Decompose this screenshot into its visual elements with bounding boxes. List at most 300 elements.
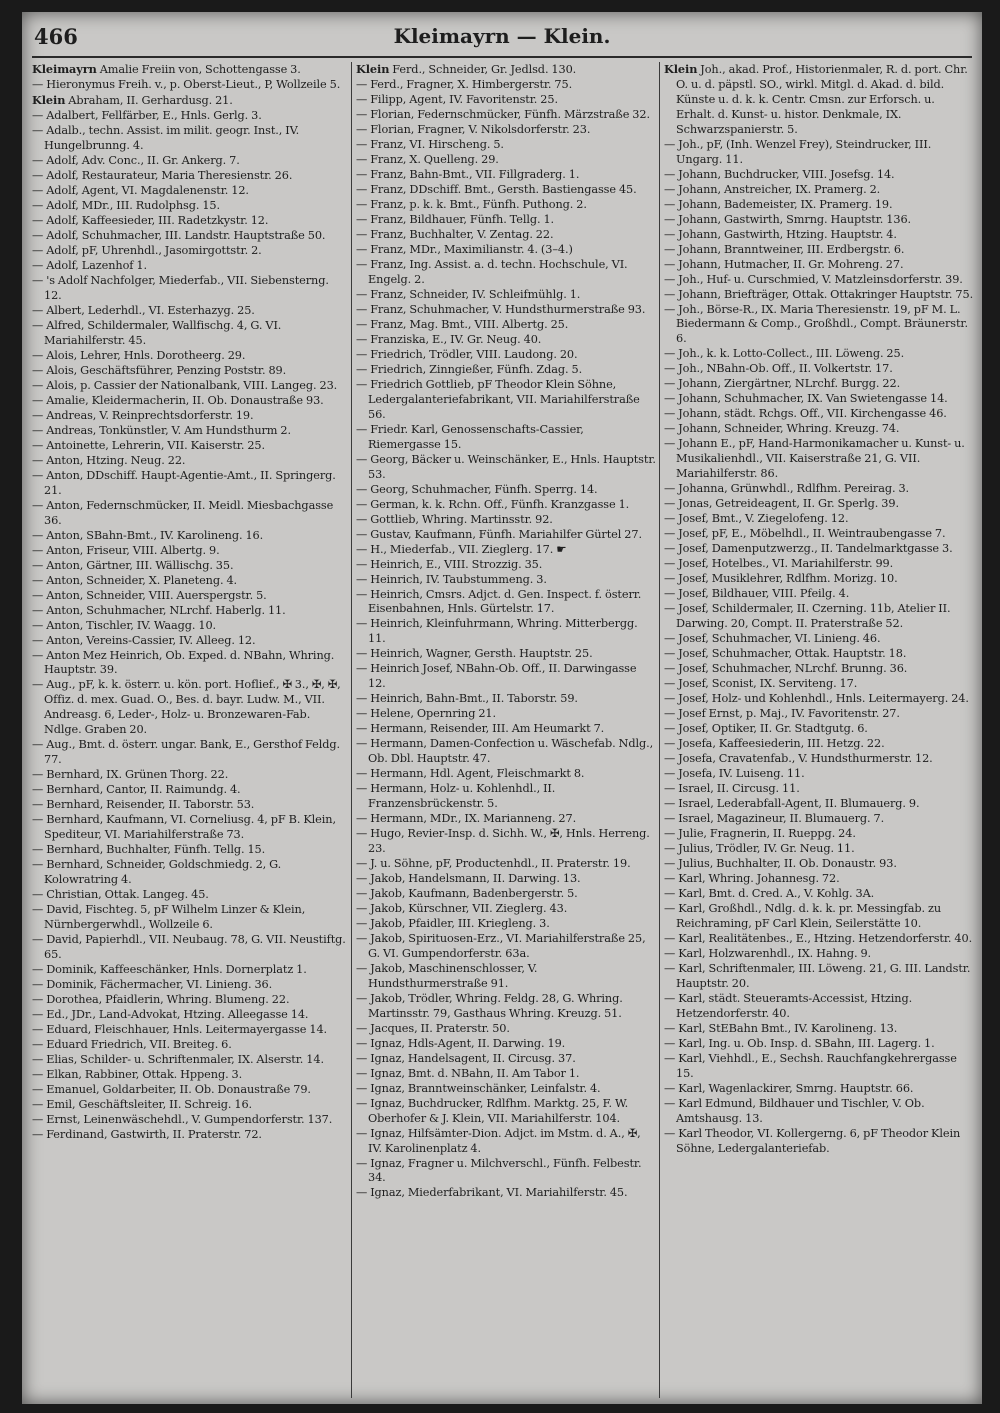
entry-text: — Friedr. Karl, Genossenschafts-Cassier, Riemergasse 15. bbox=[356, 422, 584, 451]
directory-entry bbox=[664, 872, 974, 887]
directory-entry bbox=[664, 258, 974, 273]
directory-entry bbox=[664, 947, 974, 962]
directory-entry bbox=[356, 543, 656, 558]
entry-text: — Antoinette, Lehrerin, VII. Kaiserstr. 25. bbox=[32, 438, 265, 452]
directory-entry bbox=[32, 619, 348, 634]
entry-text: — Albert, Lederhdl., VI. Esterhazyg. 25. bbox=[32, 303, 255, 317]
entry-text: — Josef, Optiker, II. Gr. Stadtgutg. 6. bbox=[664, 722, 868, 736]
directory-entry bbox=[356, 168, 656, 183]
entry-text: — Ignaz, Bmt. d. NBahn, II. Am Tabor 1. bbox=[356, 1066, 580, 1080]
directory-entry bbox=[32, 244, 348, 259]
entry-text: — Jakob, Handelsmann, II. Darwing. 13. bbox=[356, 871, 581, 885]
directory-entry bbox=[664, 1022, 974, 1037]
directory-page bbox=[22, 12, 982, 1404]
entry-text: — Anton, Gärtner, III. Wällischg. 35. bbox=[32, 558, 234, 572]
directory-entry bbox=[664, 1037, 974, 1052]
directory-entry bbox=[356, 108, 656, 123]
entry-text: — Julius, Buchhalter, II. Ob. Donaustr. 93. bbox=[664, 857, 897, 871]
entry-text: — Karl, Bmt. d. Cred. A., V. Kohlg. 3A. bbox=[664, 887, 875, 901]
directory-entry bbox=[32, 499, 348, 529]
entry-text: — Amalie, Kleidermacherin, II. Ob. Donaustraße 93. bbox=[32, 393, 324, 407]
entry-text: — Georg, Schuhmacher, Fünfh. Sperrg. 14. bbox=[356, 482, 598, 496]
directory-entry bbox=[664, 857, 974, 872]
directory-entry bbox=[32, 439, 348, 454]
directory-entry bbox=[356, 243, 656, 258]
entry-text: — Anton, Friseur, VIII. Albertg. 9. bbox=[32, 543, 220, 557]
entry-text: — Josef, Bmt., V. Ziegelofeng. 12. bbox=[664, 512, 849, 526]
entry-text: — Ferdinand, Gastwirth, II. Praterstr. 72. bbox=[32, 1127, 262, 1141]
directory-entry bbox=[356, 1097, 656, 1127]
directory-entry bbox=[664, 677, 974, 692]
directory-entry bbox=[356, 513, 656, 528]
directory-entry bbox=[664, 168, 974, 183]
directory-entry bbox=[664, 662, 974, 677]
directory-entry bbox=[664, 707, 974, 722]
directory-entry bbox=[356, 348, 656, 363]
directory-entry bbox=[32, 1008, 348, 1023]
directory-entry bbox=[356, 318, 656, 333]
directory-entry bbox=[664, 812, 974, 827]
entry-text: — Andreas, Tonkünstler, V. Am Hundsthurm 2. bbox=[32, 423, 291, 437]
directory-entry bbox=[664, 422, 974, 437]
directory-entry bbox=[356, 917, 656, 932]
entry-text: — Karl, Whring. Johannesg. 72. bbox=[664, 872, 840, 886]
entry-text: — Adolf, pF, Uhrenhdl., Jasomirgottstr. 2. bbox=[32, 243, 262, 257]
entry-text: — Israel, Magazineur, II. Blumauerg. 7. bbox=[664, 812, 885, 826]
entry-text: — Franz, VI. Hirscheng. 5. bbox=[356, 138, 504, 151]
entry-text: — Gottlieb, Whring. Martinsstr. 92. bbox=[356, 512, 553, 526]
entry-text: — Joh., Huf- u. Curschmied, V. Matzleinsdorferstr. 39. bbox=[664, 272, 963, 286]
directory-entry bbox=[32, 154, 348, 169]
entry-text: — Florian, Fragner, V. Nikolsdorferstr. 23. bbox=[356, 123, 591, 136]
entry-text: — Karl, Großhdl., Ndlg. d. k. k. pr. Messingfab. zu Reichraming, pF Carl Klein, Seilerstätte 10. bbox=[664, 902, 942, 930]
directory-entry bbox=[356, 1067, 656, 1082]
entry-text: — Jakob, Maschinenschlosser, V. Hundsthurmerstraße 91. bbox=[356, 961, 538, 990]
entry-text: — Eduard Friedrich, VII. Breiteg. 6. bbox=[32, 1037, 232, 1051]
entry-text: — Franz, MDr., Maximilianstr. 4. (3–4.) bbox=[356, 243, 573, 256]
entry-text: — Friedrich, Trödler, VIII. Laudong. 20. bbox=[356, 347, 578, 361]
entry-text: — Josefa, IV. Luiseng. 11. bbox=[664, 767, 805, 781]
directory-entry bbox=[664, 303, 974, 348]
directory-entry bbox=[664, 392, 974, 407]
directory-entry bbox=[32, 903, 348, 933]
directory-entry bbox=[356, 1157, 656, 1187]
directory-entry bbox=[32, 783, 348, 798]
entry-text: — Hieronymus Freih. v., p. Oberst-Lieut., P, Wollzeile 5. bbox=[32, 78, 341, 91]
directory-entry bbox=[356, 498, 656, 513]
directory-entry bbox=[664, 992, 974, 1022]
directory-entry bbox=[32, 124, 348, 154]
directory-entry bbox=[664, 587, 974, 602]
directory-entry bbox=[664, 722, 974, 737]
directory-entry bbox=[356, 857, 656, 872]
entry-text: — German, k. k. Rchn. Off., Fünfh. Kranzgasse 1. bbox=[356, 497, 630, 511]
entry-text: — Johann E., pF, Hand-Harmonikamacher u. Kunst- u. Musikalienhdl., VII. Kaiserstraße 21, G. VII. Mariahilferstr. 86. bbox=[664, 437, 965, 481]
entry-text: — Adolf, Lazenhof 1. bbox=[32, 258, 147, 272]
directory-entry bbox=[664, 782, 974, 797]
directory-entry bbox=[32, 259, 348, 274]
entry-text: — Jakob, Pfaidler, III. Kriegleng. 3. bbox=[356, 916, 550, 930]
entry-text: — Joh., k. k. Lotto-Collect., III. Löweng. 25. bbox=[664, 347, 905, 361]
page-header bbox=[22, 20, 982, 54]
directory-entry bbox=[32, 364, 348, 379]
directory-entry bbox=[356, 258, 656, 288]
entry-text: — Karl, Holzwarenhdl., IX. Hahng. 9. bbox=[664, 946, 872, 960]
directory-entry bbox=[356, 662, 656, 692]
entry-text: — Alfred, Schildermaler, Wallfischg. 4, G. VI. Mariahilferstr. 45. bbox=[32, 318, 282, 347]
entry-text: — Josef, Schildermaler, II. Czerning. 11b, Atelier II. Darwing. 20, Compt. II. Praterstraße 52. bbox=[664, 602, 951, 631]
directory-entry bbox=[32, 993, 348, 1008]
directory-entry bbox=[32, 229, 348, 244]
entry-text: — Florian, Federnschmücker, Fünfh. Märzstraße 32. bbox=[356, 108, 650, 121]
directory-entry bbox=[32, 589, 348, 604]
directory-entry bbox=[664, 347, 974, 362]
entry-text: — Adolf, Schuhmacher, III. Landstr. Hauptstraße 50. bbox=[32, 228, 326, 242]
entry-text: — Josef, Schuhmacher, NLrchf. Brunng. 36. bbox=[664, 662, 908, 676]
entry-text: — Josef, Hotelbes., VI. Mariahilferstr. 99. bbox=[664, 557, 894, 571]
directory-entry bbox=[356, 213, 656, 228]
entry-text: — Josef, Musiklehrer, Rdlfhm. Morizg. 10. bbox=[664, 572, 898, 586]
directory-entry bbox=[356, 378, 656, 423]
directory-entry bbox=[356, 303, 656, 318]
directory-entry bbox=[664, 288, 974, 303]
entry-text: — Anton, Schneider, VIII. Auerspergstr. 5. bbox=[32, 588, 267, 602]
directory-entry bbox=[32, 529, 348, 544]
directory-entry bbox=[664, 512, 974, 527]
entry-text: — Karl, Realitätenbes., E., Htzing. Hetzendorferstr. 40. bbox=[664, 931, 973, 945]
entry-text: — Emanuel, Goldarbeiter, II. Ob. Donaustraße 79. bbox=[32, 1082, 311, 1096]
page-number: 466 bbox=[34, 24, 78, 49]
entry-text: — Dominik, Kaffeeschänker, Hnls. Dornerplatz 1. bbox=[32, 962, 307, 976]
directory-entry bbox=[664, 213, 974, 228]
entry-text: — Ferd., Fragner, X. Himbergerstr. 75. bbox=[356, 78, 573, 91]
directory-entry bbox=[32, 574, 348, 589]
directory-entry bbox=[356, 827, 656, 857]
entry-text: — Bernhard, IX. Grünen Thorg. 22. bbox=[32, 768, 229, 782]
directory-entry bbox=[356, 1127, 656, 1157]
directory-entry bbox=[32, 109, 348, 124]
directory-entry bbox=[356, 1022, 656, 1037]
entry-text: — Hermann, Holz- u. Kohlenhdl., II. Franzensbrückenstr. 5. bbox=[356, 782, 556, 811]
directory-entry bbox=[356, 198, 656, 213]
directory-entry bbox=[356, 453, 656, 483]
entry-text: — Josef, Schuhmacher, VI. Linieng. 46. bbox=[664, 632, 881, 646]
entry-text: — Anton, Schuhmacher, NLrchf. Haberlg. 11. bbox=[32, 603, 286, 617]
directory-entry bbox=[32, 634, 348, 649]
directory-entry bbox=[356, 123, 656, 138]
entry-text: — Anton, Schneider, X. Planeteng. 4. bbox=[32, 573, 238, 587]
entry-headword: Klein bbox=[32, 93, 66, 107]
entry-text: — Joh., pF, (Inh. Wenzel Frey), Steindrucker, III. Ungarg. 11. bbox=[664, 137, 932, 166]
entry-text: — Alois, p. Cassier der Nationalbank, VIII. Langeg. 23. bbox=[32, 378, 338, 392]
entry-text: — Johann, Briefträger, Ottak. Ottakringer Hauptstr. 75. bbox=[664, 287, 974, 301]
directory-entry bbox=[356, 588, 656, 618]
directory-entry bbox=[664, 572, 974, 587]
entry-headword: Klein bbox=[356, 62, 390, 76]
directory-entry bbox=[32, 379, 348, 394]
entry-text: — Josef, pF, E., Möbelhdl., II. Weintraubengasse 7. bbox=[664, 527, 946, 541]
directory-entry bbox=[664, 497, 974, 512]
directory-entry bbox=[356, 558, 656, 573]
entry-text: — Alois, Lehrer, Hnls. Dorotheerg. 29. bbox=[32, 348, 246, 362]
entry-text: — Aug., Bmt. d. österr. ungar. Bank, E., Gersthof Feldg. 77. bbox=[32, 738, 341, 767]
directory-entry bbox=[664, 183, 974, 198]
directory-entry bbox=[32, 813, 348, 843]
entry-text: — Johann, Bademeister, IX. Pramerg. 19. bbox=[664, 197, 893, 211]
entry-text: — Johann, Schneider, Whring. Kreuzg. 74. bbox=[664, 422, 900, 436]
entry-text: — Adolf, MDr., III. Rudolphsg. 15. bbox=[32, 198, 220, 212]
entry-text: — Johann, Gastwirth, Smrng. Hauptstr. 136. bbox=[664, 212, 912, 226]
directory-entry bbox=[356, 692, 656, 707]
directory-entry bbox=[664, 752, 974, 767]
entry-text: — Jakob, Kaufmann, Badenbergerstr. 5. bbox=[356, 886, 578, 900]
directory-entry bbox=[356, 138, 656, 153]
entry-text: — Anton, Tischler, IV. Waagg. 10. bbox=[32, 618, 217, 632]
directory-entry bbox=[664, 932, 974, 947]
entry-text: — Emil, Geschäftsleiter, II. Schreig. 16. bbox=[32, 1097, 253, 1111]
entry-text: — Josef, Schuhmacher, Ottak. Hauptstr. 18. bbox=[664, 647, 907, 661]
entry-text: — Heinrich, IV. Taubstummeng. 3. bbox=[356, 572, 547, 586]
entry-text: — Adalbert, Fellfärber, E., Hnls. Gerlg. 3. bbox=[32, 109, 262, 122]
entry-headword: Kleimayrn bbox=[32, 62, 97, 76]
entry-text: — Ignaz, Handelsagent, II. Circusg. 37. bbox=[356, 1051, 576, 1065]
directory-entry bbox=[32, 1053, 348, 1068]
entry-text: — Israel, II. Circusg. 11. bbox=[664, 782, 800, 796]
entry-text: — Ignaz, Branntweinschänker, Leinfalstr. 4. bbox=[356, 1081, 601, 1095]
directory-entry bbox=[32, 858, 348, 888]
directory-entry bbox=[32, 304, 348, 319]
entry-text: — David, Papierhdl., VII. Neubaug. 78, G. VII. Neustiftg. 65. bbox=[32, 932, 346, 961]
directory-entry bbox=[32, 963, 348, 978]
entry-text: — Adolf, Agent, VI. Magdalenenstr. 12. bbox=[32, 183, 249, 197]
entry-text: — Ignaz, Buchdrucker, Rdlfhm. Marktg. 25, F. W. Oberhofer & J. Klein, VII. Mariahilferstr. 104. bbox=[356, 1096, 629, 1125]
entry-text: — Heinrich Josef, NBahn-Ob. Off., II. Darwingasse 12. bbox=[356, 662, 637, 691]
entry-text: — Bernhard, Kaufmann, VI. Corneliusg. 4, pF B. Klein, Spediteur, VI. Mariahilferstraße 73. bbox=[32, 813, 336, 841]
entry-text: — Heinrich, Cmsrs. Adjct. d. Gen. Inspect. f. österr. Eisenbahnen, Hnls. Gürtelstr. 17. bbox=[356, 587, 642, 616]
directory-entry bbox=[356, 483, 656, 498]
entry-text: — Elias, Schilder- u. Schriftenmaler, IX. Alserstr. 14. bbox=[32, 1052, 324, 1066]
entry-text: — Johann, Hutmacher, II. Gr. Mohreng. 27. bbox=[664, 257, 904, 271]
directory-entry bbox=[356, 767, 656, 782]
header-rule bbox=[32, 56, 972, 58]
directory-entry bbox=[32, 93, 348, 109]
entry-text: Amalie Freiin von, Schottengasse 3. bbox=[96, 63, 301, 76]
entry-text: — Hermann, Hdl. Agent, Fleischmarkt 8. bbox=[356, 767, 585, 781]
directory-entry bbox=[32, 1098, 348, 1113]
entry-text: — Friedrich Gottlieb, pF Theodor Klein Söhne, Ledergalanteriefabrikant, VII. Mariahilferstraße 56. bbox=[356, 377, 640, 421]
directory-entry bbox=[664, 842, 974, 857]
directory-entry bbox=[32, 798, 348, 813]
entry-text: — Georg, Bäcker u. Weinschänker, E., Hnls. Hauptstr. 53. bbox=[356, 452, 656, 481]
directory-entry bbox=[32, 768, 348, 783]
directory-entry bbox=[664, 138, 974, 168]
entry-text: — Bernhard, Schneider, Goldschmiedg. 2, G. Kolowratring 4. bbox=[32, 857, 282, 886]
entry-text: — Anton, SBahn-Bmt., IV. Karolineng. 16. bbox=[32, 528, 264, 542]
directory-entry bbox=[356, 288, 656, 303]
entry-text: — Anton, Htzing. Neug. 22. bbox=[32, 453, 186, 467]
entry-text: — Karl, Schriftenmaler, III. Löweng. 21, G. III. Landstr. Hauptstr. 20. bbox=[664, 961, 971, 990]
directory-entry bbox=[356, 573, 656, 588]
entry-text: — Karl, StEBahn Bmt., IV. Karolineng. 13. bbox=[664, 1021, 898, 1035]
directory-entry bbox=[664, 767, 974, 782]
entry-text: — Jakob, Kürschner, VII. Zieglerg. 43. bbox=[356, 901, 568, 915]
directory-entry bbox=[32, 544, 348, 559]
entry-text: — Josef, Damenputzwerzg., II. Tandelmarktgasse 3. bbox=[664, 542, 953, 556]
entry-text: — Josef, Bildhauer, VIII. Pfeilg. 4. bbox=[664, 587, 850, 601]
directory-entry bbox=[32, 78, 348, 93]
directory-entry bbox=[32, 274, 348, 304]
directory-entry bbox=[664, 377, 974, 392]
entry-text: — Karl Theodor, VI. Kollergerng. 6, pF Theodor Klein Söhne, Ledergalanteriefab. bbox=[664, 1126, 961, 1155]
directory-entry bbox=[664, 647, 974, 662]
directory-entry bbox=[356, 887, 656, 902]
directory-entry bbox=[356, 647, 656, 662]
entry-text: — Heinrich, E., VIII. Strozzig. 35. bbox=[356, 557, 543, 571]
entry-text: — H., Miederfab., VII. Zieglerg. 17. ☛ bbox=[356, 542, 567, 556]
column-divider bbox=[659, 62, 660, 1398]
entry-text: — Josef Ernst, p. Maj., IV. Favoritenstr. 27. bbox=[664, 707, 900, 721]
entry-text: — Christian, Ottak. Langeg. 45. bbox=[32, 887, 209, 901]
entry-text: — Anton, Federnschmücker, II. Meidl. Miesbachgasse 36. bbox=[32, 498, 334, 527]
entry-text: — Andreas, V. Reinprechtsdorferstr. 19. bbox=[32, 408, 254, 422]
entry-text: — Adalb., techn. Assist. im milit. geogr. Inst., IV. Hungelbrunng. 4. bbox=[32, 124, 300, 152]
directory-entry bbox=[356, 1082, 656, 1097]
directory-entry bbox=[32, 394, 348, 409]
directory-entry bbox=[664, 407, 974, 422]
entry-text: — Johann, städt. Rchgs. Off., VII. Kirchengasse 46. bbox=[664, 407, 947, 421]
directory-entry bbox=[32, 1023, 348, 1038]
entry-text: — Helene, Opernring 21. bbox=[356, 707, 496, 721]
entry-text: — Jacques, II. Praterstr. 50. bbox=[356, 1021, 510, 1035]
entry-text: — Anton, DDschiff. Haupt-Agentie-Amt., II. Springerg. 21. bbox=[32, 468, 336, 497]
entry-text: — Dorothea, Pfaidlerin, Whring. Blumeng. 22. bbox=[32, 992, 290, 1006]
directory-entry bbox=[32, 214, 348, 229]
entry-text: — 's Adolf Nachfolger, Miederfab., VII. Siebensterng. 12. bbox=[32, 273, 329, 302]
directory-entry bbox=[664, 557, 974, 572]
directory-entry bbox=[32, 1038, 348, 1053]
directory-entry bbox=[356, 902, 656, 917]
entry-text: — Ignaz, Hdls-Agent, II. Darwing. 19. bbox=[356, 1036, 566, 1050]
entry-text: — Franz, Mag. Bmt., VIII. Albertg. 25. bbox=[356, 317, 569, 331]
directory-entry bbox=[664, 632, 974, 647]
directory-entry bbox=[664, 737, 974, 752]
directory-entry bbox=[664, 228, 974, 243]
entry-text: — Eduard, Fleischhauer, Hnls. Leitermayergasse 14. bbox=[32, 1022, 328, 1036]
directory-entry bbox=[356, 333, 656, 348]
directory-entry bbox=[356, 363, 656, 378]
entry-text: — Joh., NBahn-Ob. Off., II. Volkertstr. 17. bbox=[664, 362, 893, 376]
directory-entry bbox=[32, 319, 348, 349]
entry-text: — Ed., JDr., Land-Advokat, Htzing. Alleegasse 14. bbox=[32, 1007, 309, 1021]
entry-text: — Franz, p. k. k. Bmt., Fünfh. Puthong. 2. bbox=[356, 198, 587, 211]
entry-text: — Johann, Branntweiner, III. Erdbergstr. 6. bbox=[664, 242, 905, 256]
entry-text: — Aug., pF, k. k. österr. u. kön. port. Hoflief., ✠ 3., ✠, ✠, Offiz. d. mex. Guad. O., Bes. d. bayr. Ludw. M., VII. Andreasg. 6, Leder-, Holz- u. Bronzewaren-Fab. Ndlge. Graben 20. bbox=[32, 678, 341, 737]
directory-entry bbox=[356, 872, 656, 887]
directory-entry bbox=[356, 1052, 656, 1067]
directory-entry bbox=[664, 1052, 974, 1082]
entry-text: Abraham, II. Gerhardusg. 21. bbox=[65, 94, 233, 107]
directory-entry bbox=[356, 707, 656, 722]
entry-text: — Josef, Holz- und Kohlenhdl., Hnls. Leitermayerg. 24. bbox=[664, 692, 969, 706]
directory-entry bbox=[32, 184, 348, 199]
entry-text: — Adolf, Kaffeesieder, III. Radetzkystr. 12. bbox=[32, 213, 269, 227]
directory-entry bbox=[356, 78, 656, 93]
directory-entry bbox=[32, 1128, 348, 1143]
directory-entry bbox=[32, 62, 348, 78]
entry-text: — Ernst, Leinenwäschehdl., V. Gumpendorferstr. 137. bbox=[32, 1112, 333, 1126]
directory-entry bbox=[664, 1127, 974, 1157]
entry-text: — Filipp, Agent, IV. Favoritenstr. 25. bbox=[356, 93, 558, 106]
directory-entry bbox=[664, 62, 974, 138]
directory-entry bbox=[664, 437, 974, 482]
directory-entry bbox=[664, 827, 974, 842]
directory-entry bbox=[356, 153, 656, 168]
entry-text: Joh., akad. Prof., Historienmaler, R. d. port. Chr. O. u. d. päpstl. SO., wirkl. Mitgl. d. Akad. d. bild. Künste u. d. k. k. Centr. Cmsn. zur Erforsch. u. Erhalt. d. Kunst- u. histor. Denkmale, IX. Schwarzspanierstr. 5. bbox=[676, 63, 968, 136]
directory-entry bbox=[664, 887, 974, 902]
directory-entry bbox=[356, 1037, 656, 1052]
directory-entry bbox=[32, 169, 348, 184]
entry-text: — Josefa, Kaffeesiederin, III. Hetzg. 22. bbox=[664, 737, 885, 751]
directory-entry bbox=[356, 932, 656, 962]
entry-text: — Anton, Vereins-Cassier, IV. Alleeg. 12. bbox=[32, 633, 256, 647]
entry-text: — Johann, Anstreicher, IX. Pramerg. 2. bbox=[664, 182, 881, 196]
directory-entry bbox=[356, 992, 656, 1022]
entry-text: — Anton Mez Heinrich, Ob. Exped. d. NBahn, Whring. Hauptstr. 39. bbox=[32, 648, 335, 677]
directory-entry bbox=[356, 1186, 656, 1201]
entry-text: — Adolf, Restaurateur, Maria Theresienstr. 26. bbox=[32, 168, 293, 182]
entry-text: — Alois, Geschäftsführer, Penzing Poststr. 89. bbox=[32, 363, 287, 377]
directory-entry bbox=[356, 962, 656, 992]
directory-entry bbox=[32, 469, 348, 499]
entry-text: — Julius, Trödler, IV. Gr. Neug. 11. bbox=[664, 842, 855, 856]
directory-entry bbox=[32, 349, 348, 364]
directory-entry bbox=[664, 692, 974, 707]
entry-text: — Hermann, Damen-Confection u. Wäschefab. Ndlg., Ob. Dbl. Hauptstr. 47. bbox=[356, 737, 654, 766]
entry-text: — Friedrich, Zinngießer, Fünfh. Zdag. 5. bbox=[356, 362, 583, 376]
entry-text: — Franz, Buchhalter, V. Zentag. 22. bbox=[356, 228, 554, 241]
entry-text: — Heinrich, Kleinfuhrmann, Whring. Mitterbergg. 11. bbox=[356, 617, 638, 646]
column-3 bbox=[664, 62, 974, 1398]
directory-entry bbox=[664, 362, 974, 377]
entry-text: — Franz, Schuhmacher, V. Hundsthurmerstraße 93. bbox=[356, 302, 646, 316]
directory-entry bbox=[32, 843, 348, 858]
directory-entry bbox=[356, 183, 656, 198]
directory-entry bbox=[32, 199, 348, 214]
directory-entry bbox=[32, 738, 348, 768]
directory-entry bbox=[356, 423, 656, 453]
entry-text: — Adolf, Adv. Conc., II. Gr. Ankerg. 7. bbox=[32, 153, 240, 167]
entry-text: — Dominik, Fächermacher, VI. Linieng. 36. bbox=[32, 977, 273, 991]
entry-text: — Joh., Börse-R., IX. Maria Theresienstr. 19, pF M. L. Biedermann & Comp., Großhdl., Compt. Bräunerstr. 6. bbox=[664, 302, 968, 346]
entry-text: — Ignaz, Miederfabrikant, VI. Mariahilferstr. 45. bbox=[356, 1186, 628, 1200]
entry-text: — Johann, Ziergärtner, NLrchf. Burgg. 22. bbox=[664, 377, 901, 391]
directory-entry bbox=[664, 482, 974, 497]
directory-entry bbox=[664, 962, 974, 992]
directory-entry bbox=[32, 424, 348, 439]
entry-text: — Josefa, Cravatenfab., V. Hundsthurmerstr. 12. bbox=[664, 752, 933, 766]
directory-entry bbox=[664, 198, 974, 213]
directory-entry bbox=[356, 228, 656, 243]
directory-entry bbox=[664, 243, 974, 258]
directory-entry bbox=[32, 978, 348, 993]
entry-text: — Karl, städt. Steueramts-Accessist, Htzing. Hetzendorferstr. 40. bbox=[664, 991, 913, 1020]
directory-entry bbox=[664, 902, 974, 932]
entry-text: — Bernhard, Buchhalter, Fünfh. Tellg. 15. bbox=[32, 842, 266, 856]
entry-text: — Hugo, Revier-Insp. d. Sichh. W., ✠, Hnls. Herreng. 23. bbox=[356, 827, 650, 855]
entry-text: — J. u. Söhne, pF, Productenhdl., II. Praterstr. 19. bbox=[356, 856, 631, 870]
entry-text: — Jakob, Trödler, Whring. Feldg. 28, G. Whring. Martinsstr. 79, Gasthaus Whring. Kreuzg. 51. bbox=[356, 991, 623, 1020]
directory-entry bbox=[664, 797, 974, 812]
